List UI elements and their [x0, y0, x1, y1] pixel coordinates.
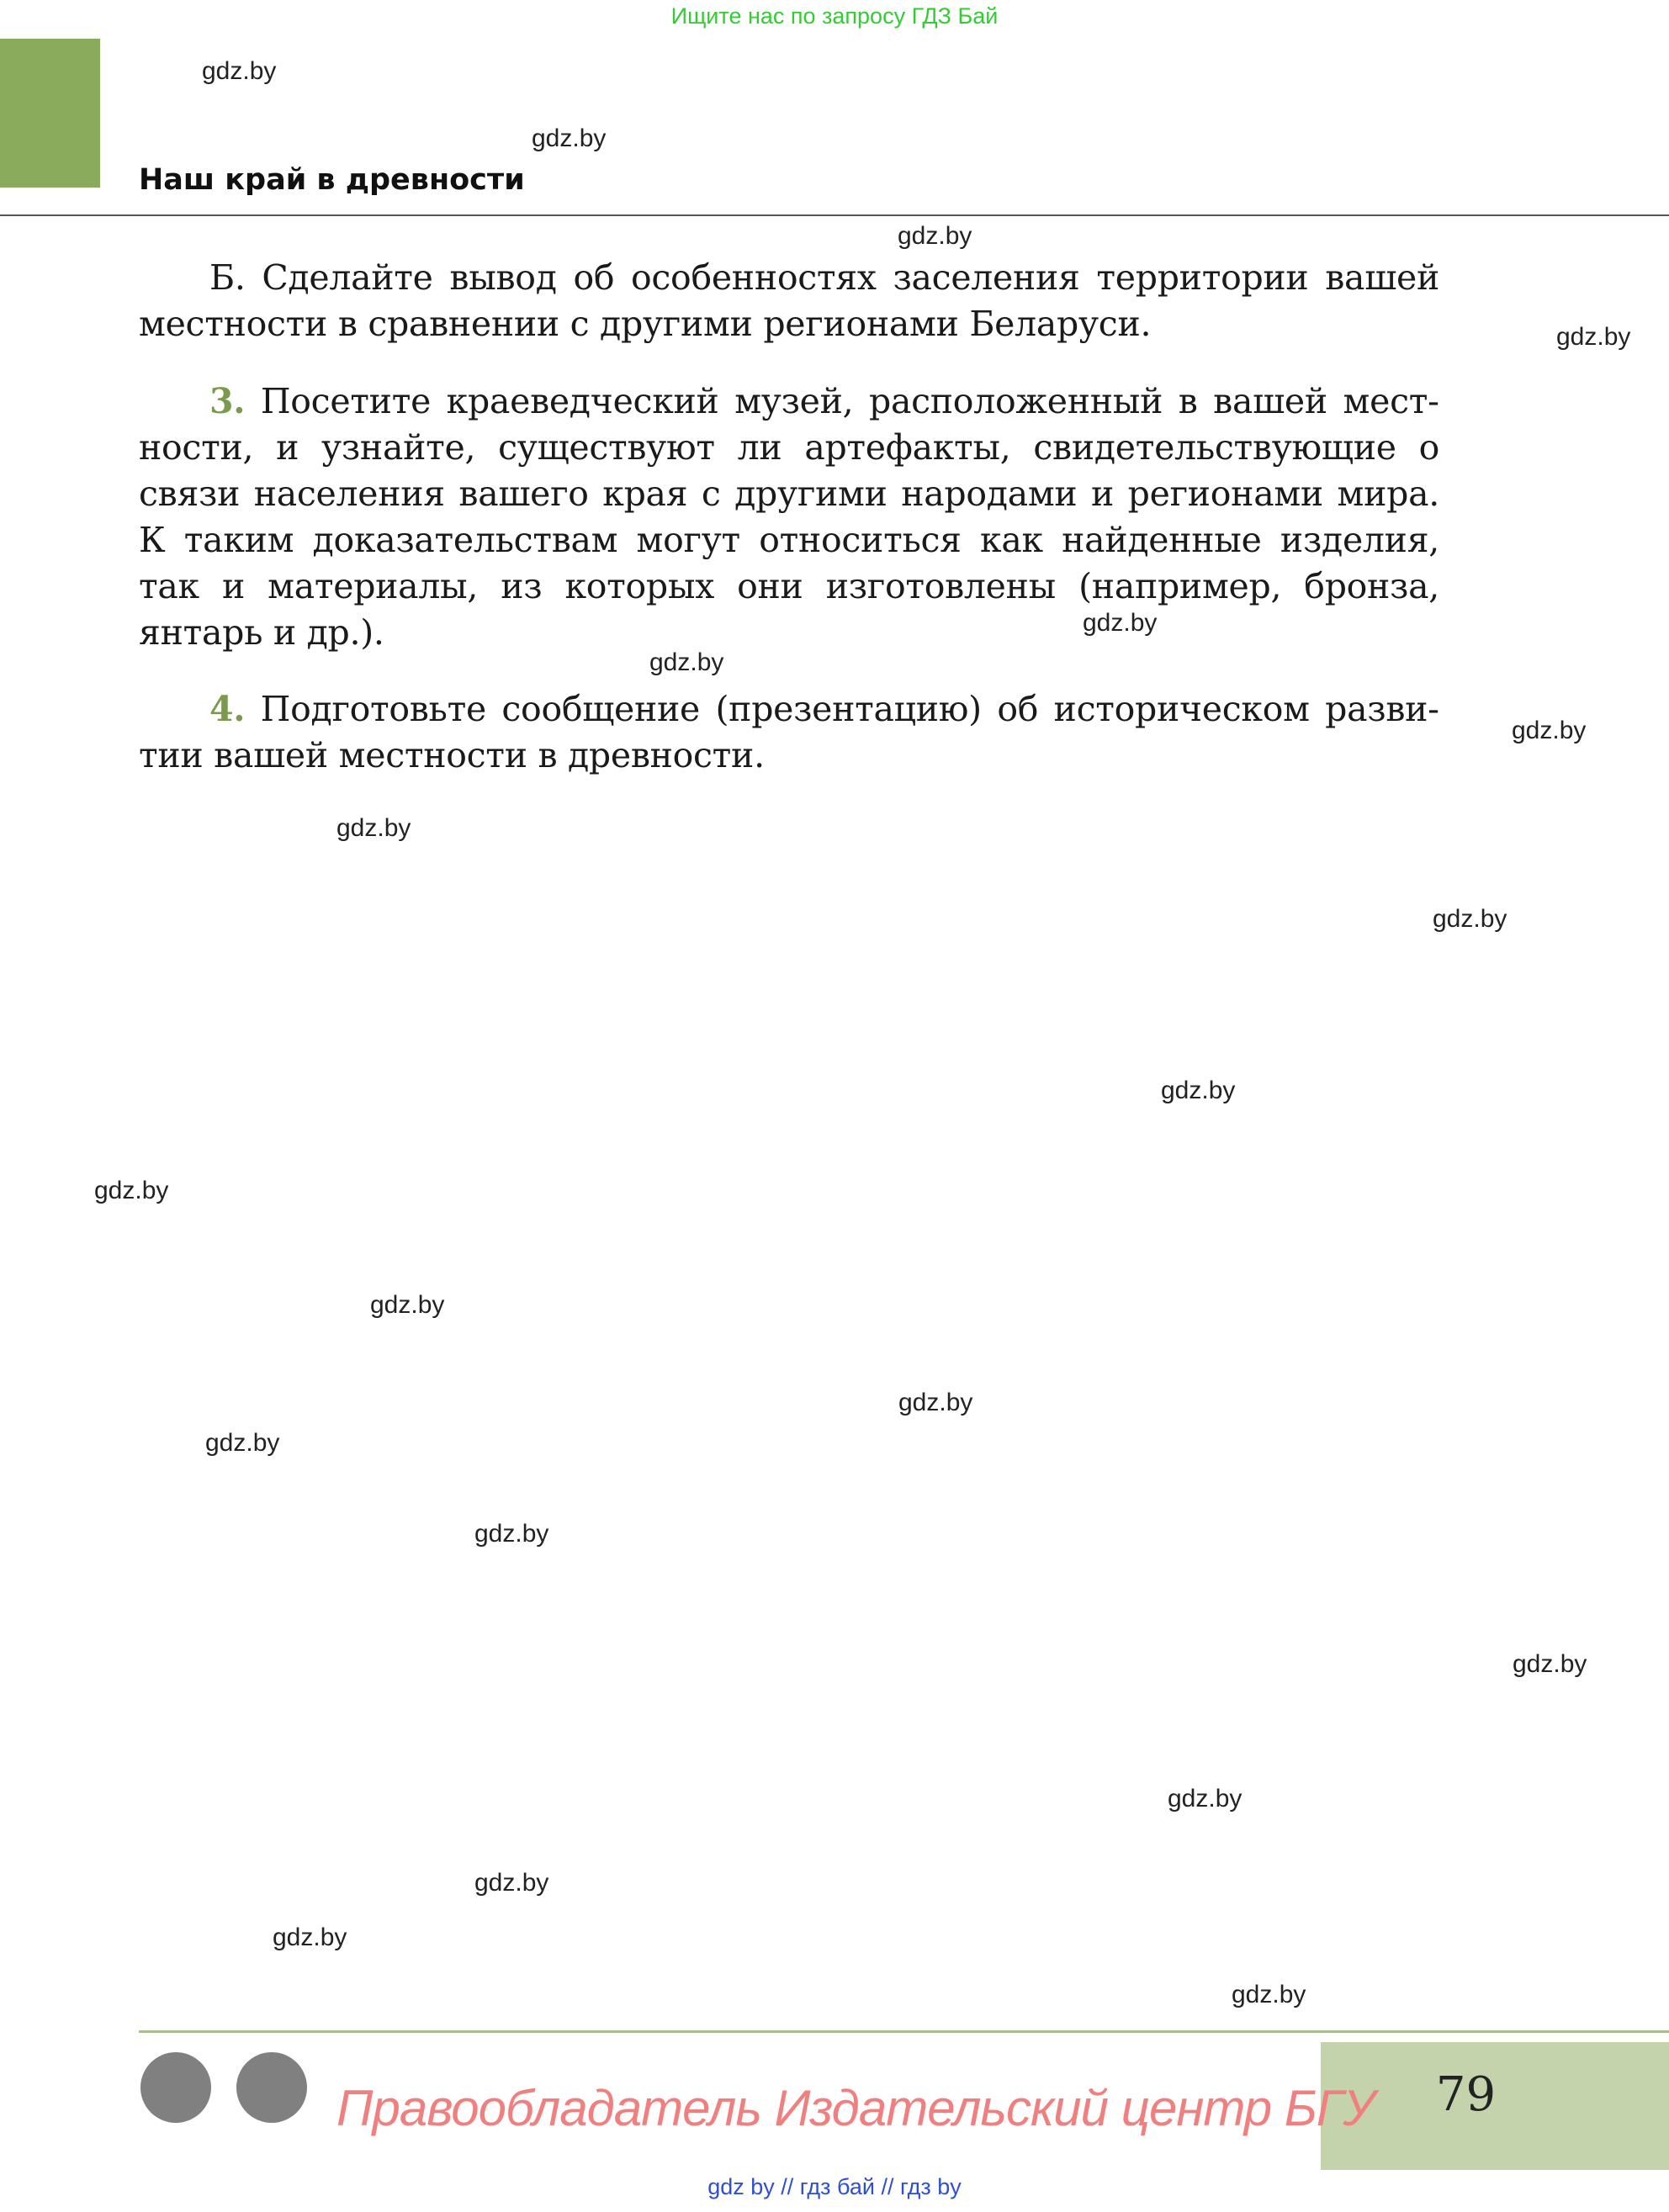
watermark: gdz.by [474, 1869, 549, 1897]
watermark: gdz.by [336, 814, 411, 842]
watermark: gdz.by [202, 57, 277, 85]
task-4-number: 4. [209, 689, 246, 729]
watermark: gdz.by [1168, 1785, 1242, 1812]
watermark: gdz.by [273, 1924, 347, 1951]
footer-divider [139, 2030, 1669, 2033]
watermark: gdz.by [1556, 323, 1631, 351]
watermark: gdz.by [370, 1291, 445, 1319]
task-3-text: Посетите краеведческий музей, расположенный в вашей местности, и узнайте, существуют ли артефакты, свидетельствующие о связи населения вашего края с другими народами и регионами мира. К таким доказательствам могут относиться как найденные изделия, так и материалы, из которых они изготовлены (например, бронза, янтарь и др.). [139, 381, 1439, 653]
chapter-title: Наш край в древности [139, 163, 525, 197]
task-3-paragraph [139, 378, 1439, 656]
watermark: gdz.by [1232, 1981, 1306, 2008]
watermark: gdz.by [1083, 609, 1158, 637]
watermark: gdz.by [1513, 1650, 1587, 1678]
paragraph-b: Б. Сделайте вывод об особенностях заселения территории вашей местности в сравнении с другими регионами Беларуси. [139, 257, 1439, 344]
chapter-color-tab [0, 39, 100, 188]
task-3-number: 3. [209, 381, 246, 421]
watermark: gdz.by [532, 124, 607, 152]
footer-dot [236, 2052, 307, 2123]
copyright-notice: Правообладатель Издательский центр БГУ [336, 2080, 1375, 2136]
top-banner: Ищите нас по запросу ГДЗ Бай [670, 3, 999, 29]
task-4-text: Подготовьте сообщение (презентацию) об историческом развитии вашей местности в древности. [139, 689, 1439, 775]
page-number: 79 [1435, 2067, 1497, 2122]
watermark: gdz.by [1512, 717, 1587, 744]
watermark: gdz.by [898, 222, 972, 250]
watermark: gdz.by [474, 1520, 549, 1548]
watermark: gdz.by [898, 1389, 973, 1416]
watermark: gdz.by [1161, 1077, 1236, 1104]
header-divider [0, 214, 1669, 216]
bottom-links[interactable]: gdz by // гдз бай // гдз by [707, 2174, 962, 2199]
footer-dot [140, 2052, 211, 2123]
watermark: gdz.by [94, 1177, 169, 1204]
watermark: gdz.by [205, 1429, 280, 1457]
task-4-paragraph [139, 686, 1439, 779]
watermark: gdz.by [649, 648, 724, 676]
watermark: gdz.by [1433, 905, 1507, 933]
